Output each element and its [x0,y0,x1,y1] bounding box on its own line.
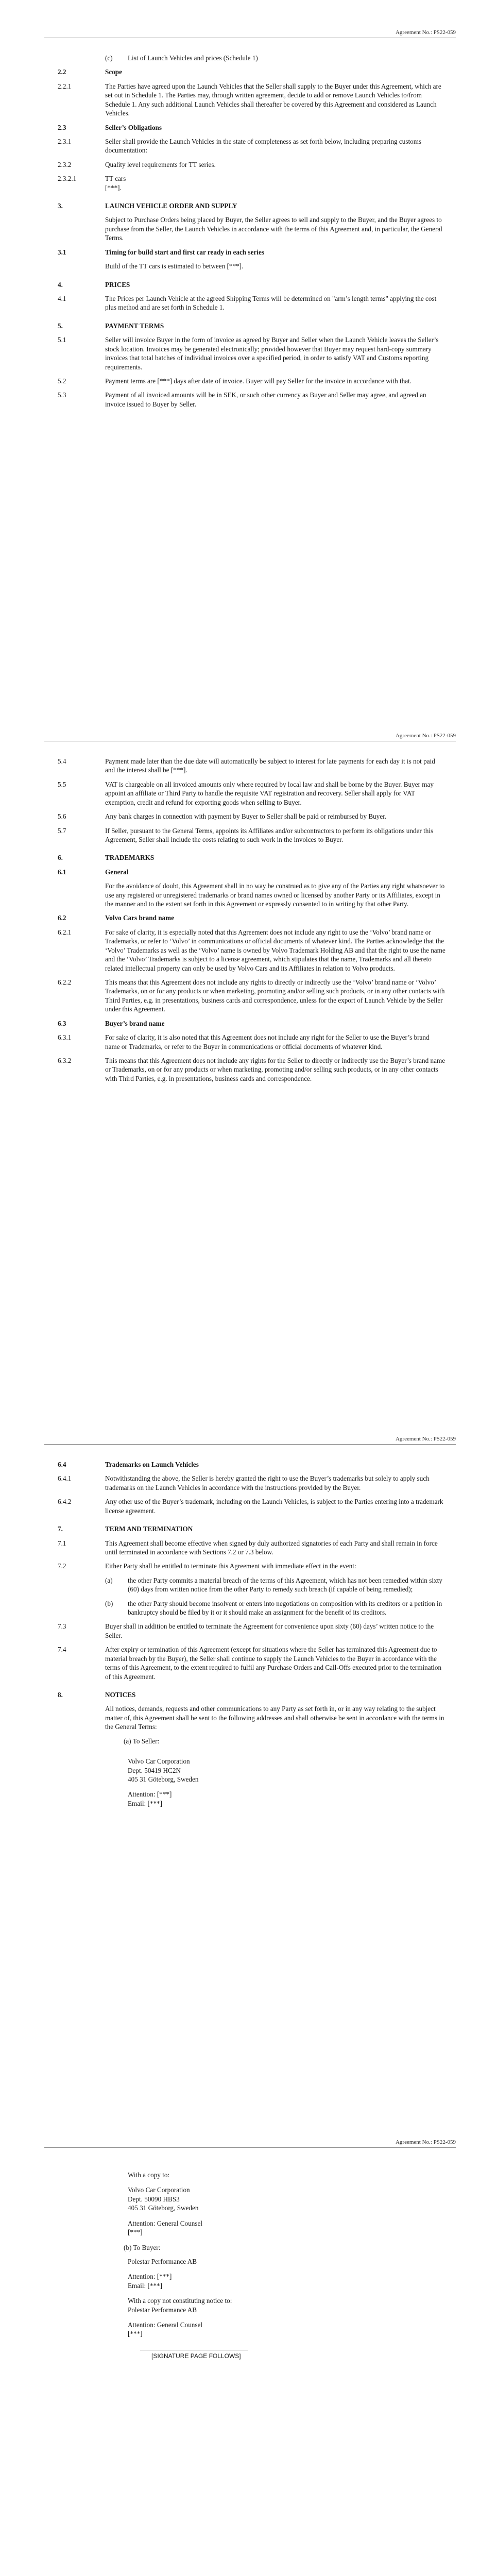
clause-text: If Seller, pursuant to the General Terms, appoints its Affiliates and/or subcontractors to perform its obligations under this Agreement, Seller shall include the costs relating to such work in the invoices to Buyer. [105,826,434,843]
page-body [58,54,445,414]
page-header [0,732,497,742]
redacted-line: [***] [128,2228,143,2236]
clause-5-2 [58,377,445,385]
section-3-1-text [58,262,445,270]
clause-2-2-1 [58,82,445,118]
clause-number: 5.2 [58,377,66,385]
clause-text: VAT is chargeable on all invoiced amounts only where required by local law and shall be borne by the Buyer. Buyer may appoint an affiliate or Third Party to handle the requisite VAT registration and recovery. Seller shall apply for VAT exemption, credit and refund for exporting goods when selling to Buyer. [105,780,434,806]
clause-text: For sake of clarity, it is also noted that this Agreement does not include any right for the Seller to use the Buyer’s brand name or Trademarks, or refer to the Buyer in communications or official documents of whatever kind. [105,1033,430,1050]
page-body [58,757,445,1088]
attention-line: Attention: [***] [128,1790,172,1799]
clause-text: For the avoidance of doubt, this Agreement shall in no way be construed as to give any of the Parties any right whatsoever to use any registered or unregistered trademarks or brand names owned or licensed by another Party or its Affiliates, except in the manner and to the extent set forth in this Agreement or expressly consented to in writing by that other Party. [105,882,445,908]
section-number: 3.1 [58,248,66,256]
to-buyer-label: (b) To Buyer: [124,2243,161,2251]
to-seller-label: (a) To Seller: [124,1737,160,1745]
to-seller-label-row [58,1737,445,1745]
clause-5-6 [58,812,445,821]
section-6-3-heading [58,1019,445,1028]
list-text: List of Launch Vehicles and prices (Schedule 1) [128,54,258,62]
section-number: 3. [58,202,63,210]
clause-number: 2.2.1 [58,82,72,90]
address-line: Volvo Car Corporation [128,2186,190,2194]
section-number: 2.3 [58,123,66,131]
non-notice-row [58,2296,445,2338]
clause-6-2-2 [58,978,445,1014]
attention-line: Attention: [***] [128,2273,172,2281]
clause-text: For sake of clarity, it is especially noted that this Agreement does not include any right to use the ‘Volvo’ brand name or Trademarks, or refer to ‘Volvo’ in communications or official documents of whatever kind. The Parties acknowledge that the ‘Volvo’ Trademarks as well as the ‘Volvo’ name is owned by Volvo Trademark Holding AB and that the right to use the name and the ‘Volvo’ Trademarks is subject to a license agreement, which stipulates that the name, Trademarks and all thereto related intellectual property can only be used by Volvo Cars and its Affiliates in relation to Volvo products. [105,928,445,972]
clause-5-5 [58,780,445,807]
list-letter: (a) [105,1576,113,1584]
header-divider [44,2147,456,2148]
section-title: Volvo Cars brand name [105,914,174,922]
section-number: 5. [58,321,63,330]
section-number: 6.3 [58,1019,66,1027]
section-6-1-heading [58,868,445,876]
list-text: the other Party commits a material breach of the terms of this Agreement, which has not been remedied within sixty (60) days from written notice from the other Party to remedy such breach (if capable of being remedied); [128,1576,442,1594]
page-body [58,2171,445,2361]
section-3-1-heading [58,248,445,257]
clause-number: 7.2 [58,1562,66,1570]
email-line: Email: [***] [128,2281,163,2290]
clause-2-3-2 [58,160,445,169]
section-title: LAUNCH VEHICLE ORDER AND SUPPLY [105,202,237,210]
document-page-4 [0,2110,497,2576]
clause-text: Subject to Purchase Orders being placed by Buyer, the Seller agrees to sell and supply to the Buyer, and the Buyer agrees to purchase from the Seller, the Launch Vehicles in accordance with the terms of this Agreement and, in particular, the General Terms. [105,216,442,242]
section-number: 6. [58,854,63,862]
section-number: 6.2 [58,914,66,922]
clause-number: 5.7 [58,826,66,835]
to-buyer-row [58,2243,445,2252]
section-3-heading [58,201,445,210]
clause-text: Payment of all invoiced amounts will be in SEK, or such other currency as Buyer and Seller may agree, and agreed an invoice issued to Buyer by Seller. [105,391,426,408]
clause-text: Any other use of the Buyer’s trademark, including on the Launch Vehicles, is subject to the Parties entering into a trademark license agreement. [105,1498,443,1515]
clause-text: The Parties have agreed upon the Launch Vehicles that the Seller shall supply to the Buyer under this Agreement, which are set out in Schedule 1. The Parties may, through written agreement, decide to add or remove Launch Vehicles to/from Schedule 1. Any such additional Launch Vehicles shall thereafter be covered by this Agreement and considered as Launch Vehicles. [105,82,441,117]
page-header [0,29,497,39]
clause-text: This means that this Agreement does not include any rights to directly or indirectly use the ‘Volvo’ brand name or ‘Volvo’ Trademarks, on or for any products or when marketing, promoting and/or selling such products, or in any other contacts with Third Parties, e.g. in presentations, business cards and correspondence, unless for the export of Launch Vehicle by the Seller under this Agreement. [105,978,445,1013]
clause-text: Either Party shall be entitled to terminate this Agreement with immediate effect in the event: [105,1562,356,1570]
section-title: Trademarks on Launch Vehicles [105,1461,199,1468]
clause-line: TT cars [105,175,126,183]
clause-7-4 [58,1645,445,1681]
section-number: 7. [58,1525,63,1533]
clause-6-4-1 [58,1474,445,1492]
clause-6-2-1 [58,928,445,973]
clause-text: This Agreement shall become effective when signed by duly authorized signatories of each Party and shall remain in force until terminated in accordance with Sections 7.2 or 7.3 below. [105,1539,438,1556]
clause-number: 5.6 [58,812,66,821]
clause-5-4 [58,757,445,775]
clause-number: 6.3.1 [58,1033,72,1042]
section-2-3-heading [58,123,445,132]
clause-7-2 [58,1562,445,1570]
clause-text: Buyer shall in addition be entitled to terminate the Agreement for convenience upon sixty (60) days’ written notice to the Seller. [105,1622,434,1639]
address-line: Dept. 50090 HBS3 [128,2195,180,2203]
seller-address-row [58,1751,445,1808]
document-page-2 [0,703,497,1406]
clause-text: Build of the TT cars is estimated to between [***]. [105,262,244,270]
clause-number: 7.1 [58,1539,66,1547]
copy-block-row [58,2171,445,2237]
document-page-3 [0,1406,497,2110]
clause-text: Any bank charges in connection with payment by Buyer to Seller shall be paid or reimbursed by Buyer. [105,812,387,821]
list-item-c [105,54,445,62]
section-6-1-text [58,882,445,908]
address-line: Polestar Performance AB [128,2257,197,2265]
non-notice-label: With a copy not constituting notice to: [128,2297,232,2305]
clause-number: 5.1 [58,336,66,344]
section-title: Timing for build start and first car ready in each series [105,248,264,256]
buyer-address-row [58,2257,445,2290]
section-number: 8. [58,1691,63,1699]
page-header [0,2139,497,2149]
document-page-1 [0,0,497,703]
clause-7-3 [58,1622,445,1640]
clause-number: 6.2.1 [58,928,72,936]
clause-text: Notwithstanding the above, the Seller is hereby granted the right to use the Buyer’s trademarks but solely to apply such trademarks on the Launch Vehicles in accordance with the instructions provided by the Buyer. [105,1475,430,1492]
clause-number: 5.3 [58,391,66,399]
section-title: NOTICES [105,1691,136,1699]
attention-line: Attention: General Counsel [128,2321,203,2329]
agreement-number: Agreement No.: PS22-059 [395,733,456,739]
section-5-heading [58,321,445,330]
clause-2-3-2-1 [58,174,445,192]
clause-number: 4.1 [58,295,66,303]
section-6-2-heading [58,913,445,922]
clause-text: This means that this Agreement does not include any rights for the Seller to directly or indirectly use the Buyer’s brand name or Trademarks, on or for any products or when marketing, promoting and/or selling such products, or in any other contacts with Third Parties, e.g. in presentations, business cards and correspondence. [105,1056,445,1082]
clause-text: All notices, demands, requests and other communications to any Party as set forth in, or in any way relating to the subject matter of, this Agreement shall be sent to the following addresses and shall otherwise be sent in accordance with the terms in the General Terms: [105,1705,444,1731]
clause-number: 2.3.2.1 [58,175,77,183]
section-title: Scope [105,68,122,76]
clause-5-7 [58,826,445,844]
clause-4-1 [58,294,445,312]
section-title: TERM AND TERMINATION [105,1525,193,1533]
section-title: General [105,868,129,876]
section-title: Buyer’s brand name [105,1019,165,1027]
section-title: TRADEMARKS [105,854,155,862]
section-6-heading [58,853,445,862]
clause-number: 6.4.2 [58,1498,72,1506]
clause-text: Quality level requirements for TT series. [105,160,216,168]
copy-label: With a copy to: [128,2171,170,2179]
seller-address [105,1751,445,1808]
buyer-address [105,2257,445,2290]
clause-number: 5.4 [58,757,66,765]
clause-number: 6.3.2 [58,1056,72,1064]
clause-text: Seller will invoice Buyer in the form of invoice as agreed by Buyer and Seller when the Launch Vehicle leaves the Seller’s stock location. Invoices may be generated electronically; provided however that Buyer may request hard-copy summary invoices that total batches of individual invoices over a specified period, in order to satisfy VAT and Customs reporting requirements. [105,336,439,371]
clause-7-2-a [105,1576,445,1594]
address-line: Dept. 50419 HC2N [128,1766,181,1774]
section-title: PAYMENT TERMS [105,321,164,330]
clause-7-2-b-row [58,1599,445,1617]
section-number: 6.1 [58,868,66,876]
clause-text: The Prices per Launch Vehicle at the agreed Shipping Terms will be determined on "arm’s length terms" applying the cost plus method and are set forth in Schedule 1. [105,295,437,312]
section-number: 2.2 [58,68,66,76]
clause-text: Seller shall provide the Launch Vehicles in the state of completeness as set forth below, including preparing customs documentation: [105,137,422,155]
clause-number: 6.2.2 [58,978,72,987]
section-8-heading [58,1690,445,1699]
redacted-line: [***] [128,2330,143,2338]
agreement-number: Agreement No.: PS22-059 [395,2139,456,2145]
clause-6-4-2 [58,1497,445,1515]
clause-line: [***]. [105,183,122,192]
clause-7-1 [58,1539,445,1557]
section-number: 4. [58,280,63,289]
clause-number: 7.3 [58,1622,66,1631]
section-2-2-heading [58,67,445,76]
email-line: Email: [***] [128,1799,163,1807]
page-body [58,1460,445,1814]
clause-text: Payment made later than the due date will automatically be subject to interest for late payments for each day it is not paid and the interest shall be [***]. [105,757,435,774]
section-3-text [58,215,445,242]
section-4-heading [58,280,445,289]
section-7-heading [58,1524,445,1533]
clause-text: After expiry or termination of this Agreement (except for situations where the Seller has terminated this Agreement due to material breach by the Buyer), the Seller shall continue to supply the Launch Vehicles to the Buyer in accordance with the terms of this Agreement, to the extent required to fulfil any Purchase Orders and Call-Offs executed prior to the termination of this Agreement. [105,1646,442,1681]
header-divider [44,1444,456,1445]
clause-6-3-2 [58,1056,445,1083]
clause-6-3-1 [58,1033,445,1051]
list-letter: (b) [105,1599,113,1607]
page-header [0,1435,497,1446]
address-line: Polestar Performance AB [128,2306,197,2314]
section-title: Seller’s Obligations [105,123,162,131]
list-text: the other Party should become insolvent or enters into negotiations on composition with its creditors or a petition in bankruptcy should be filed by it or it should make an assignment for the benefit of its creditors. [128,1599,442,1617]
clause-7-2-a-row [58,1576,445,1594]
address-line: 405 31 Göteborg, Sweden [128,2204,199,2212]
clause-5-1 [58,335,445,371]
signature-page-follows: [SIGNATURE PAGE FOLLOWS] [151,2352,241,2360]
list-letter: (c) [105,54,113,62]
agreement-number: Agreement No.: PS22-059 [395,1436,456,1442]
clause-number: 2.3.2 [58,160,72,168]
attention-line: Attention: General Counsel [128,2219,203,2227]
clause-number: 2.3.1 [58,137,72,145]
address-line: 405 31 Göteborg, Sweden [128,1775,199,1783]
clause-number: 5.5 [58,780,66,788]
clause-number: 7.4 [58,1646,66,1654]
clause-5-3 [58,391,445,409]
non-notice-address [105,2296,445,2338]
section-number: 6.4 [58,1461,66,1468]
address-line: Volvo Car Corporation [128,1757,190,1766]
clause-2-3-1 [58,137,445,155]
copy-address [105,2171,445,2237]
clause-number: 6.4.1 [58,1475,72,1483]
section-8-text [58,1704,445,1731]
agreement-number: Agreement No.: PS22-059 [395,29,456,36]
section-6-4-heading [58,1460,445,1469]
section-title: PRICES [105,280,130,289]
clause-7-2-b [105,1599,445,1617]
clause-text: Payment terms are [***] days after date of invoice. Buyer will pay Seller for the invoice in accordance with that. [105,377,412,385]
